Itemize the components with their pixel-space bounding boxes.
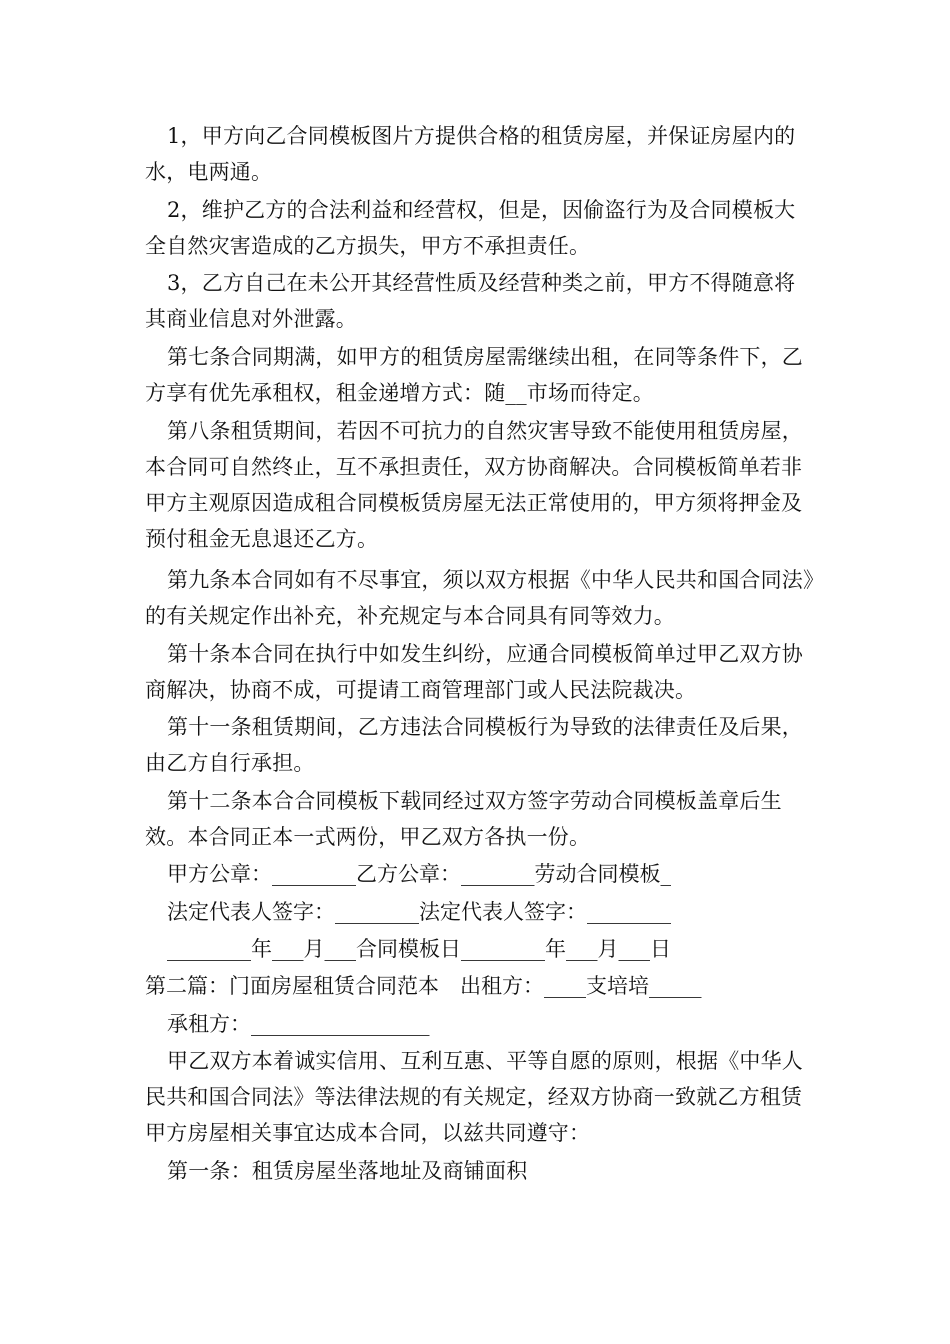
article-9-paragraph: 第九条本合同如有不尽事宜，须以双方根据《中华人民共和国合同法》的有关规定作出补充，补充规定与本合同具有同等效力。 [145, 568, 814, 628]
second-intro-paragraph: 甲乙双方本着诚实信用、互利互惠、平等自愿的原则，根据《中华人民共和国合同法》等法律法规的有关规定，经双方协商一致就乙方租赁甲方房屋相关事宜达成本合同，以兹共同遵守： [145, 1049, 803, 1145]
article-7-paragraph: 第七条合同期满，如甲方的租赁房屋需继续出租，在同等条件下，乙方享有优先承租权，租金递增方式：随__市场而待定。 [145, 345, 803, 405]
article-11-paragraph: 第十一条租赁期间，乙方违法合同模板行为导致的法律责任及后果，由乙方自行承担。 [145, 715, 803, 775]
article-10-paragraph: 第十条本合同在执行中如发生纠纷，应通合同模板简单过甲乙双方协商解决，协商不成，可提请工商管理部门或人民法院裁决。 [145, 642, 803, 702]
date-line: ________年___月___合同模板日________年___月___日 [167, 937, 671, 961]
second-section-title: 第二篇：门面房屋租赁合同范本 出租方：____支培培_____ [145, 974, 702, 998]
seal-line: 甲方公章：________乙方公章：_______劳动合同模板_ [167, 862, 671, 886]
article-12-paragraph: 第十二条本合合同模板下载同经过双方签字劳动合同模板盖章后生效。本合同正本一式两份，甲乙双方各执一份。 [145, 789, 782, 849]
clause-paragraph-2: 2，维护乙方的合法利益和经营权，但是，因偷盗行为及合同模板大全自然灾害造成的乙方损失，甲方不承担责任。 [145, 198, 796, 258]
clause-paragraph-3: 3，乙方自己在未公开其经营性质及经营种类之前，甲方不得随意将其商业信息对外泄露。 [145, 271, 796, 331]
article-1-heading: 第一条：租赁房屋坐落地址及商铺面积 [167, 1159, 528, 1183]
lessee-line: 承租方：_________________ [167, 1012, 430, 1036]
clause-paragraph-1: 1，甲方向乙合同模板图片方提供合格的租赁房屋，并保证房屋内的水，电两通。 [145, 124, 796, 184]
representative-signature-line: 法定代表人签字：________法定代表人签字：________ [167, 900, 671, 924]
article-8-paragraph: 第八条租赁期间，若因不可抗力的自然灾害导致不能使用租赁房屋，本合同可自然终止，互不承担责任，双方协商解决。合同模板简单若非甲方主观原因造成租合同模板赁房屋无法正常使用的，甲方须将押金及预付租金无息退还乙方。 [145, 419, 803, 551]
